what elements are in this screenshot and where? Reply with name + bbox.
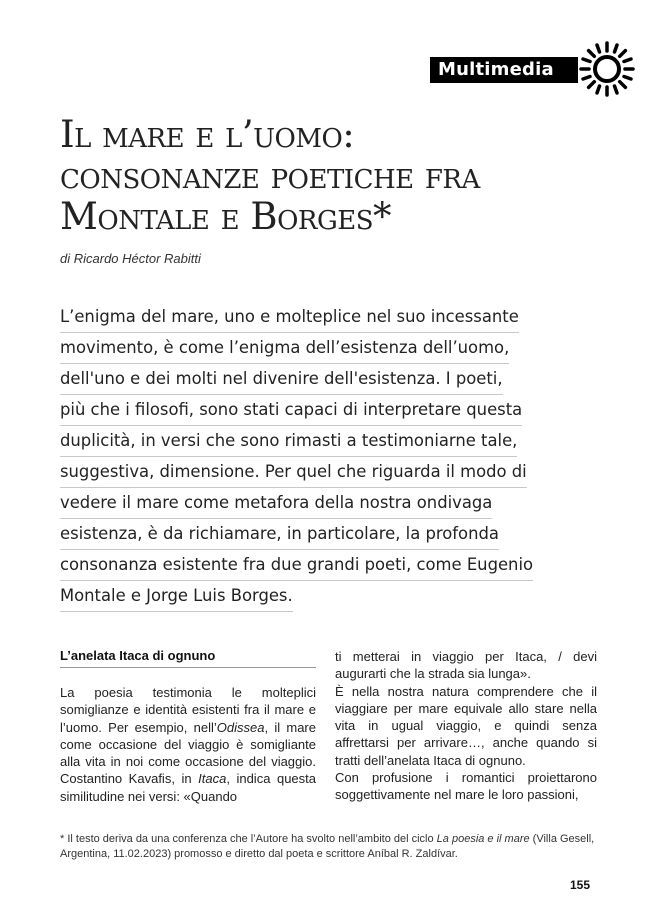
page-number: 155 bbox=[570, 878, 591, 892]
body-text: , il mare come occasione del viaggio è somigliante alla vita in noi come occasione del viaggio. Costantino Kavafis, in bbox=[60, 719, 316, 787]
section-heading: L’anelata Itaca di ognuno bbox=[60, 648, 316, 668]
abstract-line: suggestiva, dimensione. Per quel che riguarda il modo di bbox=[60, 457, 527, 488]
body-text: La poesia testimonia le molteplici somiglianze e identità esistenti fra il mare e l’uomo. Per esempio, nell’ bbox=[60, 685, 316, 735]
abstract-line: L’enigma del mare, uno e molteplice nel suo incessante bbox=[60, 302, 519, 333]
body-text: , indica questa similitudine nei versi: «Quando bbox=[60, 771, 316, 804]
left-column bbox=[60, 684, 316, 805]
footnote-text: (Villa Gesell, Argentina, 11.02.2023) promosso e diretto dal poeta e scrittore Aníbal R. Zaldívar. bbox=[60, 833, 595, 860]
footnote-text: * Il testo deriva da una conferenza che l’Autore ha svolto nell’ambito del ciclo bbox=[60, 833, 437, 845]
abstract-line: esistenza, è da richiamare, in particolare, la profonda bbox=[60, 519, 499, 550]
author-byline: di Ricardo Héctor Rabitti bbox=[60, 251, 201, 266]
body-text-italic: Itaca bbox=[198, 771, 227, 787]
right-column bbox=[335, 648, 597, 804]
abstract-line: duplicità, in versi che sono rimasti a testimoniarne tale, bbox=[60, 426, 517, 457]
body-paragraph: È nella nostra natura comprendere che il viaggiare per mare equivale allo stare nella vita in ugual viaggio, e quindi senza affrettarsi per arrivare…, anche quando si tratti dell’anelata Itaca di ognuno. bbox=[335, 683, 597, 768]
abstract-line: vedere il mare come metafora della nostra ondivaga bbox=[60, 488, 492, 519]
abstract-line: più che i filosofi, sono stati capaci di interpretare questa bbox=[60, 395, 522, 426]
title-line: Montale e Borges* bbox=[60, 195, 392, 238]
title-line: consonanze poetiche fra bbox=[60, 154, 480, 197]
footnote-italic: La poesia e il mare bbox=[436, 833, 530, 845]
sun-icon bbox=[578, 40, 636, 98]
article-title bbox=[60, 114, 620, 237]
multimedia-badge: Multimedia bbox=[430, 57, 578, 83]
abstract-line: consonanza esistente fra due grandi poeti, come Eugenio bbox=[60, 550, 533, 581]
footnote bbox=[60, 832, 596, 862]
abstract bbox=[60, 302, 534, 612]
body-paragraph: Con profusione i romantici proiettarono soggettivamente nel mare le loro passioni, bbox=[335, 770, 597, 803]
abstract-line: dell'uno e dei molti nel divenire dell'esistenza. I poeti, bbox=[60, 364, 503, 395]
body-paragraph: ti metterai in viaggio per Itaca, / devi augurarti che la strada sia lunga». bbox=[335, 649, 597, 682]
body-text-italic: Odissea bbox=[216, 719, 265, 735]
abstract-line: Montale e Jorge Luis Borges. bbox=[60, 581, 293, 612]
abstract-line: movimento, è come l’enigma dell’esistenza dell’uomo, bbox=[60, 333, 509, 364]
title-line: Il mare e l’uomo: bbox=[60, 113, 355, 156]
